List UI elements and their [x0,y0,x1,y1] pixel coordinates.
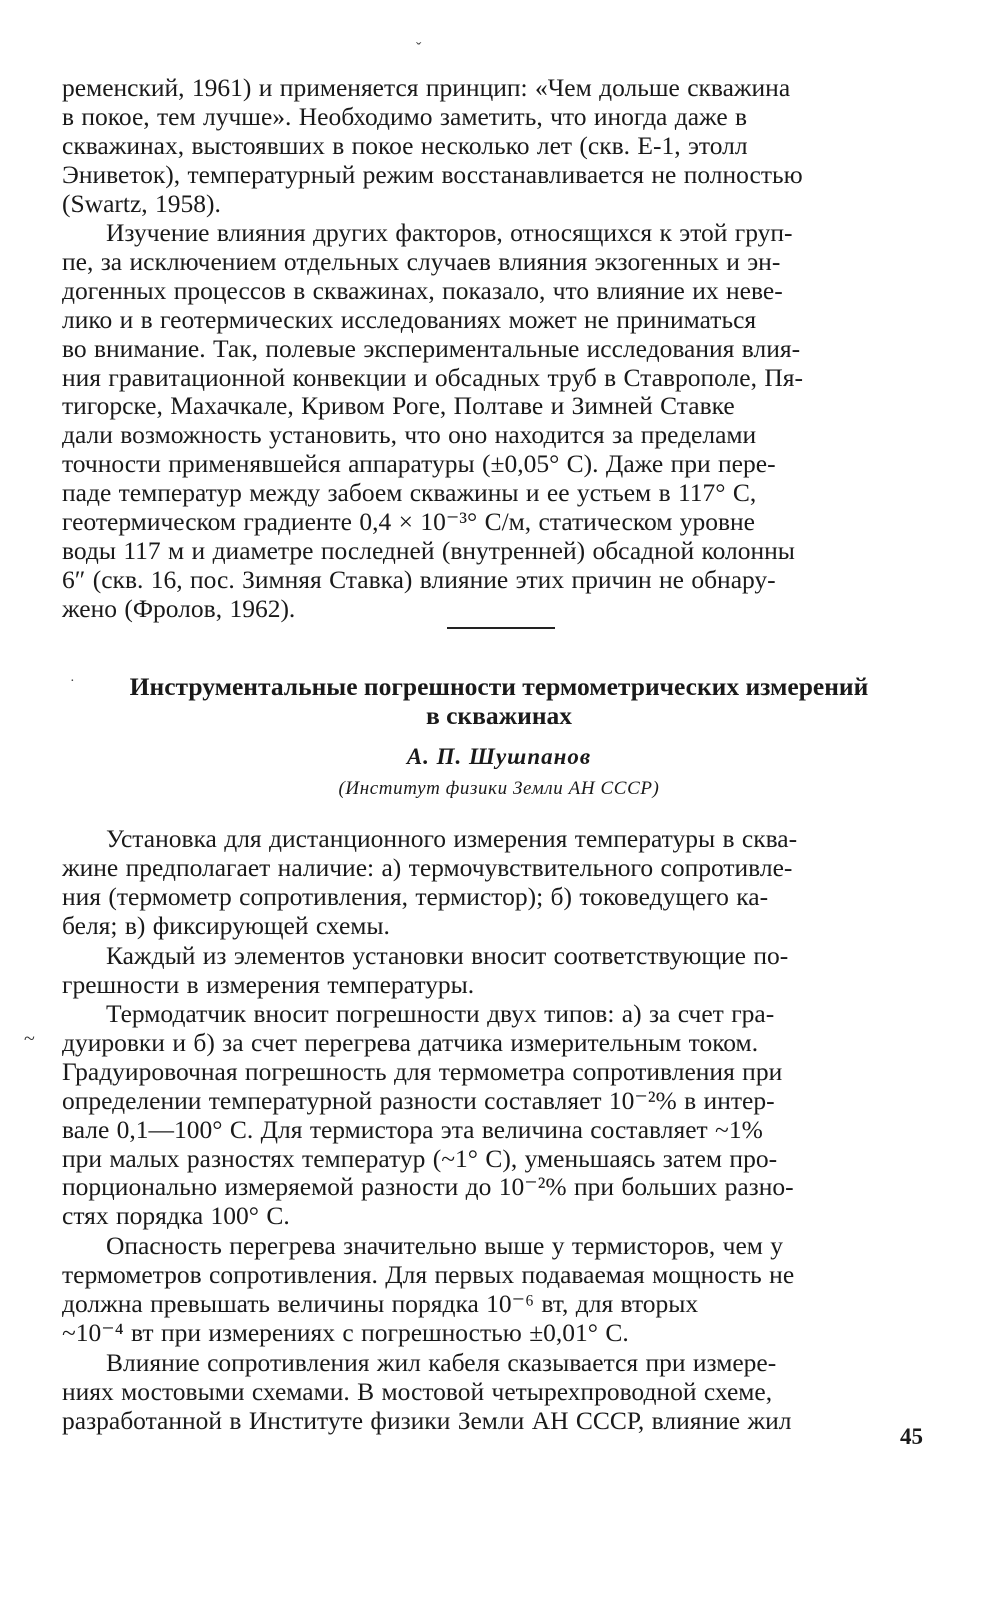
text-line: догенных процессов в скважинах, показало, что влияние их неве- [62,275,783,305]
text-line: Термодатчик вносит погрешности двух типов: а) за счет гра- [106,999,775,1028]
text-line: вале 0,1—100° С. Для термистора эта величина составляет ~1% [62,1114,763,1144]
paragraph-sensor-errors [62,1000,936,1231]
text-line: Установка для дистанционного измерения температуры в сква- [106,824,798,853]
margin-mark: · [70,674,75,689]
text-line: грешности в измерения температуры. [62,969,475,999]
text-line: лико и в геотермических исследованиях может не приниматься [62,304,757,334]
title-line: Инструментальные погрешности термометрических измерений [129,672,869,701]
text-line: Влияние сопротивления жил кабеля сказывается при измере- [106,1348,777,1377]
text-line: тигорске, Махачкале, Кривом Роге, Полтаве и Зимней Ставке [62,391,735,421]
paragraph-influence-factors [62,219,936,624]
text-line: Изучение влияния других факторов, относящихся к этой груп- [106,218,793,247]
section-divider [447,627,555,629]
text-line: должна превышать величины порядка 10⁻⁶ вт, для вторых [62,1288,699,1318]
print-mark: ˇ [416,40,422,57]
text-line: во внимание. Так, полевые экспериментальные исследования влия- [62,333,801,363]
paragraph-cable-resistance [62,1349,936,1436]
text-line: Каждый из элементов установки вносит соответствующие по- [106,941,789,970]
margin-mark: ~ [24,1028,35,1050]
page-number: 45 [900,1424,923,1449]
text-line: дуировки и б) за счет перегрева датчика измерительным током. [62,1027,759,1057]
text-line: жено (Фролов, 1962). [62,593,296,623]
text-line: Градуировочная погрешность для термометра сопротивления при [62,1056,783,1086]
text-line: ниях мостовыми схемами. В мостовой четырехпроводной схеме, [62,1376,773,1406]
text-line: ременский, 1961) и применяется принцип: «Чем дольше скважина [62,73,791,102]
title-line: в скважинах [425,701,573,730]
text-line: скважинах, выстоявших в покое несколько лет (скв. Е-1, этолл [62,130,748,160]
text-line: определении температурной разности составляет 10⁻²% в интер- [62,1085,775,1115]
text-line: (Swartz, 1958). [62,188,221,218]
text-line: воды 117 м и диаметре последней (внутренней) обсадной колонны [62,535,795,565]
text-line: 6″ (скв. 16, пос. Зимняя Ставка) влияние этих причин не обнару- [62,564,776,594]
text-line: паде температур между забоем скважины и ее устьем в 117° С, [62,478,757,508]
text-line: Эниветок), температурный режим восстанавливается не полностью [62,159,803,189]
paragraph-elements [62,942,936,1000]
author-affiliation: (Институт физики Земли АН СССР) [338,778,660,799]
text-line: ~10⁻⁴ вт при измерениях с погрешностью ±0,01° С. [62,1317,629,1347]
text-line: разработанной в Институте физики Земли АН СССР, влияние жил [62,1405,792,1435]
page [62,0,936,1600]
text-line: при малых разностях температур (~1° С), уменьшаясь затем про- [62,1143,778,1173]
paragraph-overheating [62,1232,936,1348]
text-line: ния (термометр сопротивления, термистор); б) токоведущего ка- [62,881,769,911]
text-line: жине предполагает наличие: а) термочувствительного сопротивле- [62,852,793,882]
paragraph-continuation [62,74,936,219]
author-name: А. П. Шушпанов [406,744,592,769]
text-line: термометров сопротивления. Для первых подаваемая мощность не [62,1259,795,1289]
text-line: точности применявшейся аппаратуры (±0,05° С). Даже при пере- [62,449,776,479]
text-line: Опасность перегрева значительно выше у термисторов, чем у [106,1231,784,1260]
text-line: пе, за исключением отдельных случаев влияния экзогенных и эн- [62,246,781,276]
paragraph-setup [62,825,936,941]
text-line: дали возможность установить, что оно находится за пределами [62,420,757,450]
text-line: в покое, тем лучше». Необходимо заметить, что иногда даже в [62,101,748,131]
text-line: ния гравитационной конвекции и обсадных труб в Ставрополе, Пя- [62,362,803,392]
article-title [62,672,936,730]
text-line: геотермическом градиенте 0,4 × 10⁻³° С/м, статическом уровне [62,507,755,537]
text-line: стях порядка 100° С. [62,1201,290,1231]
text-line: порционально измеряемой разности до 10⁻²% при больших разно- [62,1172,794,1202]
text-line: беля; в) фиксирующей схемы. [62,910,390,940]
